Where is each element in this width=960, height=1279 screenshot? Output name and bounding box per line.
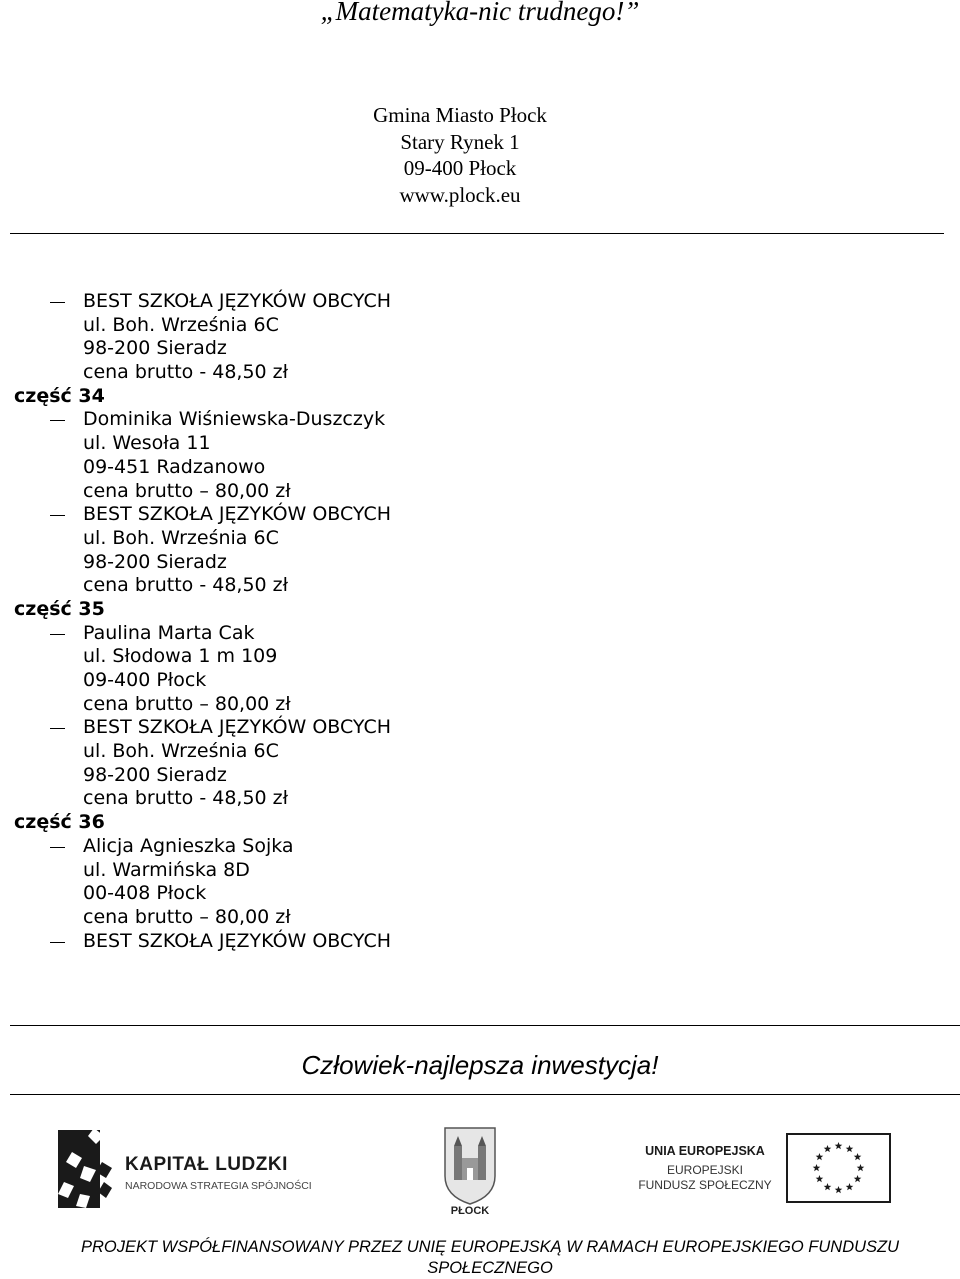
line-text: część 34 bbox=[14, 384, 105, 407]
line-text: część 35 bbox=[14, 597, 105, 620]
line-text: 09-400 Płock bbox=[83, 669, 207, 691]
line-text: Dominika Wiśniewska-Duszczyk bbox=[83, 408, 386, 431]
address-line: 09-400 Płock bbox=[403, 156, 517, 180]
footer-divider bbox=[10, 1094, 960, 1095]
line-text: ul. Warmińska 8D bbox=[83, 858, 250, 881]
entity-detail bbox=[0, 645, 960, 669]
entity-detail bbox=[0, 574, 960, 598]
entity-detail bbox=[0, 787, 960, 811]
dash-bullet-icon bbox=[50, 728, 65, 729]
kapital-ludzki-subtitle: NARODOWA STRATEGIA SPÓJNOŚCI bbox=[125, 1180, 312, 1192]
line-text: cena brutto - 48,50 zł bbox=[83, 574, 289, 597]
line-text: ul. Słodowa 1 m 109 bbox=[83, 645, 278, 668]
line-text: cena brutto – 80,00 zł bbox=[83, 905, 291, 928]
entity-name bbox=[0, 408, 960, 432]
plock-coat-of-arms bbox=[440, 1124, 500, 1216]
line-text: cena brutto – 80,00 zł bbox=[83, 692, 291, 715]
line-text: BEST SZKOŁA JĘZYKÓW OBCYCH bbox=[83, 503, 392, 526]
entity-detail bbox=[0, 337, 960, 361]
entity-name bbox=[0, 930, 960, 954]
entity-detail bbox=[0, 882, 960, 906]
line-text: cena brutto - 48,50 zł bbox=[83, 361, 289, 384]
line-text: część 36 bbox=[14, 811, 105, 834]
line-text: cena brutto – 80,00 zł bbox=[83, 479, 291, 502]
part-heading bbox=[0, 385, 960, 409]
entity-detail bbox=[0, 693, 960, 717]
header-divider bbox=[10, 233, 944, 234]
line-text: ul. Wesoła 11 bbox=[83, 432, 211, 455]
website-link[interactable]: www.plock.eu bbox=[399, 182, 521, 207]
eu-fund-line2: FUNDUSZ SPOŁECZNY bbox=[638, 1178, 772, 1192]
eu-logo bbox=[635, 1132, 895, 1206]
footer-project-note: PROJEKT WSPÓŁFINANSOWANY PRZEZ UNIĘ EUROPEJSKĄ W RAMACH EUROPEJSKIEGO FUNDUSZU SPOŁECZNEGO bbox=[80, 1238, 900, 1277]
entity-name bbox=[0, 503, 960, 527]
line-text: cena brutto - 48,50 zł bbox=[83, 787, 289, 810]
entity-detail bbox=[0, 859, 960, 883]
line-text: 98-200 Sieradz bbox=[83, 337, 227, 360]
address-block bbox=[0, 102, 920, 208]
address-line: Stary Rynek 1 bbox=[400, 129, 520, 154]
line-text: BEST SZKOŁA JĘZYKÓW OBCYCH bbox=[83, 929, 392, 952]
offer-list bbox=[0, 290, 960, 953]
entity-detail bbox=[0, 361, 960, 385]
entity-detail bbox=[0, 456, 960, 480]
entity-name bbox=[0, 290, 960, 314]
line-text: Paulina Marta Cak bbox=[83, 621, 255, 644]
line-text: ul. Boh. Września 6C bbox=[83, 740, 279, 763]
entity-name bbox=[0, 622, 960, 646]
logo-bar bbox=[0, 1110, 960, 1225]
line-text: Alicja Agnieszka Sojka bbox=[83, 834, 294, 857]
entity-detail bbox=[0, 906, 960, 930]
entity-detail bbox=[0, 764, 960, 788]
kapital-ludzki-title: KAPITAŁ LUDZKI bbox=[125, 1154, 288, 1175]
dash-bullet-icon bbox=[50, 847, 65, 848]
entity-detail bbox=[0, 669, 960, 693]
line-text: BEST SZKOŁA JĘZYKÓW OBCYCH bbox=[83, 290, 392, 312]
plock-label: PŁOCK bbox=[450, 1205, 490, 1216]
entity-detail bbox=[0, 432, 960, 456]
footer-slogan: Człowiek-najlepsza inwestycja! bbox=[301, 1050, 659, 1080]
entity-detail bbox=[0, 551, 960, 575]
entity-detail bbox=[0, 527, 960, 551]
entity-name bbox=[0, 716, 960, 740]
entity-detail bbox=[0, 314, 960, 338]
line-text: 98-200 Sieradz bbox=[83, 763, 227, 786]
address-line: Gmina Miasto Płock bbox=[373, 103, 547, 127]
part-heading bbox=[0, 811, 960, 835]
dash-bullet-icon bbox=[50, 302, 65, 303]
line-text: 00-408 Płock bbox=[83, 882, 207, 905]
kapital-ludzki-emblem bbox=[58, 1128, 112, 1208]
line-text: 09-451 Radzanowo bbox=[83, 455, 266, 478]
entity-name bbox=[0, 835, 960, 859]
header-motto: „Matematyka-nic trudnego!” bbox=[320, 0, 640, 26]
part-heading bbox=[0, 598, 960, 622]
entity-detail bbox=[0, 480, 960, 504]
line-text: 98-200 Sieradz bbox=[83, 550, 227, 573]
entity-detail bbox=[0, 740, 960, 764]
kapital-ludzki-logo bbox=[50, 1122, 350, 1217]
dash-bullet-icon bbox=[50, 634, 65, 635]
line-text: ul. Boh. Września 6C bbox=[83, 526, 279, 549]
line-text: ul. Boh. Września 6C bbox=[83, 313, 279, 336]
content-divider bbox=[10, 1025, 960, 1026]
dash-bullet-icon bbox=[50, 942, 65, 943]
eu-fund-line1: EUROPEJSKI bbox=[666, 1163, 744, 1177]
dash-bullet-icon bbox=[50, 420, 65, 421]
eu-title: UNIA EUROPEJSKA bbox=[645, 1144, 765, 1158]
line-text: BEST SZKOŁA JĘZYKÓW OBCYCH bbox=[83, 716, 392, 739]
dash-bullet-icon bbox=[50, 515, 65, 516]
